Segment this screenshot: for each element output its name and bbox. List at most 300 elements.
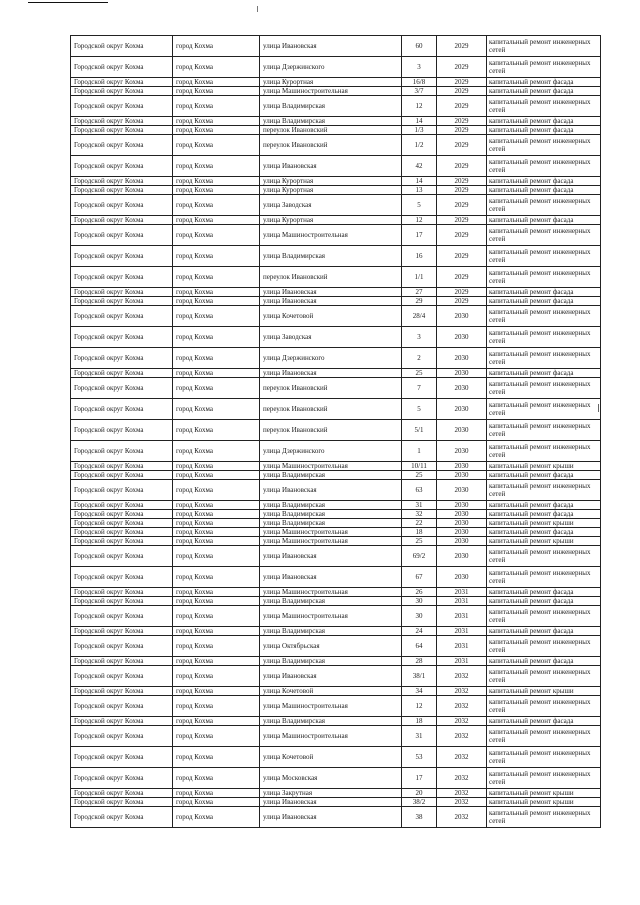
settlement-cell: город Кохма <box>173 78 260 87</box>
work-type-cell: капитальный ремонт инженерных сетей <box>487 768 601 789</box>
settlement-cell: город Кохма <box>173 480 260 501</box>
year-cell: 2029 <box>437 297 487 306</box>
municipality-cell: Городской округ Кохма <box>71 135 173 156</box>
street-cell: улица Владимирская <box>260 117 402 126</box>
settlement-cell: город Кохма <box>173 789 260 798</box>
work-type-cell: капитальный ремонт инженерных сетей <box>487 327 601 348</box>
year-cell: 2030 <box>437 567 487 588</box>
work-type-cell: капитальный ремонт инженерных сетей <box>487 807 601 828</box>
work-type-cell: капитальный ремонт фасада <box>487 588 601 597</box>
work-type-cell: капитальный ремонт инженерных сетей <box>487 441 601 462</box>
year-cell: 2029 <box>437 87 487 96</box>
year-cell: 2030 <box>437 399 487 420</box>
settlement-cell: город Кохма <box>173 306 260 327</box>
street-cell: улица Машиностроительная <box>260 726 402 747</box>
settlement-cell: город Кохма <box>173 36 260 57</box>
year-cell: 2032 <box>437 666 487 687</box>
street-cell: улица Ивановская <box>260 807 402 828</box>
street-cell: улица Кочетовой <box>260 306 402 327</box>
house-number-cell: 3 <box>402 57 437 78</box>
year-cell: 2031 <box>437 588 487 597</box>
register-table-body <box>71 36 601 828</box>
settlement-cell: город Кохма <box>173 57 260 78</box>
work-type-cell: капитальный ремонт фасада <box>487 369 601 378</box>
work-type-cell: капитальный ремонт инженерных сетей <box>487 57 601 78</box>
municipality-cell: Городской округ Кохма <box>71 96 173 117</box>
municipality-cell: Городской округ Кохма <box>71 306 173 327</box>
house-number-cell: 69/2 <box>402 546 437 567</box>
year-cell: 2030 <box>437 528 487 537</box>
work-type-cell: капитальный ремонт крыши <box>487 789 601 798</box>
table-row <box>71 306 601 327</box>
year-cell: 2030 <box>437 510 487 519</box>
work-type-cell: капитальный ремонт фасада <box>487 510 601 519</box>
table-row <box>71 96 601 117</box>
house-number-cell: 5 <box>402 399 437 420</box>
municipality-cell: Городской округ Кохма <box>71 807 173 828</box>
house-number-cell: 27 <box>402 288 437 297</box>
house-number-cell: 13 <box>402 186 437 195</box>
table-row <box>71 627 601 636</box>
house-number-cell: 10/11 <box>402 462 437 471</box>
street-cell: улица Машиностроительная <box>260 696 402 717</box>
street-cell: улица Курортная <box>260 177 402 186</box>
street-cell: улица Курортная <box>260 216 402 225</box>
year-cell: 2030 <box>437 441 487 462</box>
house-number-cell: 31 <box>402 726 437 747</box>
table-row <box>71 789 601 798</box>
settlement-cell: город Кохма <box>173 369 260 378</box>
street-cell: улица Курортная <box>260 186 402 195</box>
house-number-cell: 17 <box>402 225 437 246</box>
settlement-cell: город Кохма <box>173 606 260 627</box>
settlement-cell: город Кохма <box>173 267 260 288</box>
year-cell: 2031 <box>437 606 487 627</box>
year-cell: 2029 <box>437 225 487 246</box>
year-cell: 2032 <box>437 717 487 726</box>
street-cell: улица Владимирская <box>260 246 402 267</box>
house-number-cell: 34 <box>402 687 437 696</box>
municipality-cell: Городской округ Кохма <box>71 378 173 399</box>
street-cell: улица Ивановская <box>260 567 402 588</box>
municipality-cell: Городской округ Кохма <box>71 186 173 195</box>
street-cell: улица Ивановская <box>260 798 402 807</box>
settlement-cell: город Кохма <box>173 96 260 117</box>
capital-repair-register-table <box>70 35 601 828</box>
settlement-cell: город Кохма <box>173 441 260 462</box>
work-type-cell: капитальный ремонт фасада <box>487 627 601 636</box>
table-row <box>71 177 601 186</box>
settlement-cell: город Кохма <box>173 567 260 588</box>
street-cell: переулок Ивановский <box>260 267 402 288</box>
year-cell: 2029 <box>437 78 487 87</box>
work-type-cell: капитальный ремонт инженерных сетей <box>487 480 601 501</box>
table-row <box>71 471 601 480</box>
year-cell: 2029 <box>437 177 487 186</box>
street-cell: улица Ивановская <box>260 297 402 306</box>
table-row <box>71 117 601 126</box>
street-cell: улица Машиностроительная <box>260 462 402 471</box>
settlement-cell: город Кохма <box>173 177 260 186</box>
year-cell: 2029 <box>437 288 487 297</box>
municipality-cell: Городской округ Кохма <box>71 87 173 96</box>
year-cell: 2031 <box>437 627 487 636</box>
street-cell: улица Владимирская <box>260 501 402 510</box>
municipality-cell: Городской округ Кохма <box>71 399 173 420</box>
street-cell: улица Владимирская <box>260 657 402 666</box>
house-number-cell: 12 <box>402 96 437 117</box>
settlement-cell: город Кохма <box>173 399 260 420</box>
settlement-cell: город Кохма <box>173 627 260 636</box>
street-cell: улица Заводская <box>260 327 402 348</box>
settlement-cell: город Кохма <box>173 687 260 696</box>
table-row <box>71 246 601 267</box>
work-type-cell: капитальный ремонт инженерных сетей <box>487 246 601 267</box>
settlement-cell: город Кохма <box>173 225 260 246</box>
street-cell: улица Закрутная <box>260 789 402 798</box>
street-cell: улица Владимирская <box>260 510 402 519</box>
house-number-cell: 25 <box>402 471 437 480</box>
work-type-cell: капитальный ремонт инженерных сетей <box>487 546 601 567</box>
street-cell: улица Владимирская <box>260 627 402 636</box>
settlement-cell: город Кохма <box>173 717 260 726</box>
table-row <box>71 519 601 528</box>
work-type-cell: капитальный ремонт инженерных сетей <box>487 195 601 216</box>
work-type-cell: капитальный ремонт инженерных сетей <box>487 135 601 156</box>
settlement-cell: город Кохма <box>173 135 260 156</box>
work-type-cell: капитальный ремонт инженерных сетей <box>487 726 601 747</box>
work-type-cell: капитальный ремонт фасада <box>487 177 601 186</box>
work-type-cell: капитальный ремонт инженерных сетей <box>487 606 601 627</box>
table-row <box>71 399 601 420</box>
settlement-cell: город Кохма <box>173 156 260 177</box>
table-row <box>71 588 601 597</box>
settlement-cell: город Кохма <box>173 807 260 828</box>
work-type-cell: капитальный ремонт инженерных сетей <box>487 306 601 327</box>
settlement-cell: город Кохма <box>173 726 260 747</box>
table-row <box>71 768 601 789</box>
table-row <box>71 798 601 807</box>
street-cell: улица Ивановская <box>260 666 402 687</box>
street-cell: улица Машиностроительная <box>260 537 402 546</box>
municipality-cell: Городской округ Кохма <box>71 369 173 378</box>
year-cell: 2030 <box>437 480 487 501</box>
work-type-cell: капитальный ремонт фасада <box>487 597 601 606</box>
street-cell: улица Дзержинского <box>260 348 402 369</box>
municipality-cell: Городской округ Кохма <box>71 225 173 246</box>
table-row <box>71 726 601 747</box>
settlement-cell: город Кохма <box>173 519 260 528</box>
municipality-cell: Городской округ Кохма <box>71 297 173 306</box>
street-cell: улица Ивановская <box>260 369 402 378</box>
house-number-cell: 26 <box>402 588 437 597</box>
year-cell: 2029 <box>437 135 487 156</box>
house-number-cell: 5 <box>402 195 437 216</box>
table-row <box>71 528 601 537</box>
municipality-cell: Городской округ Кохма <box>71 246 173 267</box>
table-row <box>71 567 601 588</box>
settlement-cell: город Кохма <box>173 288 260 297</box>
settlement-cell: город Кохма <box>173 297 260 306</box>
table-row <box>71 606 601 627</box>
settlement-cell: город Кохма <box>173 186 260 195</box>
municipality-cell: Городской округ Кохма <box>71 78 173 87</box>
work-type-cell: капитальный ремонт фасада <box>487 78 601 87</box>
settlement-cell: город Кохма <box>173 87 260 96</box>
settlement-cell: город Кохма <box>173 546 260 567</box>
house-number-cell: 16 <box>402 246 437 267</box>
municipality-cell: Городской округ Кохма <box>71 717 173 726</box>
street-cell: улица Ивановская <box>260 546 402 567</box>
year-cell: 2029 <box>437 156 487 177</box>
settlement-cell: город Кохма <box>173 246 260 267</box>
year-cell: 2029 <box>437 246 487 267</box>
year-cell: 2029 <box>437 57 487 78</box>
table-row <box>71 807 601 828</box>
year-cell: 2029 <box>437 126 487 135</box>
street-cell: улица Октябрьская <box>260 636 402 657</box>
house-number-cell: 24 <box>402 627 437 636</box>
street-cell: улица Владимирская <box>260 96 402 117</box>
street-cell: улица Машиностроительная <box>260 588 402 597</box>
municipality-cell: Городской округ Кохма <box>71 798 173 807</box>
house-number-cell: 38/1 <box>402 666 437 687</box>
work-type-cell: капитальный ремонт инженерных сетей <box>487 96 601 117</box>
street-cell: переулок Ивановский <box>260 135 402 156</box>
year-cell: 2030 <box>437 306 487 327</box>
year-cell: 2032 <box>437 768 487 789</box>
table-row <box>71 501 601 510</box>
work-type-cell: капитальный ремонт фасада <box>487 717 601 726</box>
table-row <box>71 225 601 246</box>
table-row <box>71 462 601 471</box>
year-cell: 2029 <box>437 117 487 126</box>
municipality-cell: Городской округ Кохма <box>71 441 173 462</box>
year-cell: 2029 <box>437 96 487 117</box>
work-type-cell: капитальный ремонт инженерных сетей <box>487 420 601 441</box>
municipality-cell: Городской округ Кохма <box>71 156 173 177</box>
municipality-cell: Городской округ Кохма <box>71 216 173 225</box>
table-row <box>71 36 601 57</box>
year-cell: 2029 <box>437 195 487 216</box>
table-row <box>71 135 601 156</box>
table-row <box>71 348 601 369</box>
year-cell: 2032 <box>437 687 487 696</box>
settlement-cell: город Кохма <box>173 462 260 471</box>
settlement-cell: город Кохма <box>173 657 260 666</box>
table-row <box>71 636 601 657</box>
street-cell: улица Кочетовой <box>260 687 402 696</box>
table-row <box>71 186 601 195</box>
house-number-cell: 31 <box>402 501 437 510</box>
municipality-cell: Городской округ Кохма <box>71 627 173 636</box>
table-row <box>71 87 601 96</box>
street-cell: улица Ивановская <box>260 156 402 177</box>
house-number-cell: 53 <box>402 747 437 768</box>
year-cell: 2030 <box>437 537 487 546</box>
municipality-cell: Городской округ Кохма <box>71 510 173 519</box>
street-cell: улица Владимирская <box>260 519 402 528</box>
street-cell: улица Кочетовой <box>260 747 402 768</box>
work-type-cell: капитальный ремонт инженерных сетей <box>487 399 601 420</box>
table-row <box>71 747 601 768</box>
year-cell: 2032 <box>437 696 487 717</box>
house-number-cell: 1/2 <box>402 135 437 156</box>
settlement-cell: город Кохма <box>173 126 260 135</box>
work-type-cell: капитальный ремонт фасада <box>487 186 601 195</box>
work-type-cell: капитальный ремонт крыши <box>487 537 601 546</box>
municipality-cell: Городской округ Кохма <box>71 789 173 798</box>
settlement-cell: город Кохма <box>173 117 260 126</box>
street-cell: улица Машиностроительная <box>260 225 402 246</box>
house-number-cell: 18 <box>402 528 437 537</box>
house-number-cell: 28/4 <box>402 306 437 327</box>
year-cell: 2030 <box>437 546 487 567</box>
municipality-cell: Городской округ Кохма <box>71 348 173 369</box>
year-cell: 2029 <box>437 216 487 225</box>
municipality-cell: Городской округ Кохма <box>71 288 173 297</box>
work-type-cell: капитальный ремонт инженерных сетей <box>487 666 601 687</box>
work-type-cell: капитальный ремонт инженерных сетей <box>487 267 601 288</box>
municipality-cell: Городской округ Кохма <box>71 327 173 348</box>
municipality-cell: Городской округ Кохма <box>71 726 173 747</box>
settlement-cell: город Кохма <box>173 510 260 519</box>
municipality-cell: Городской округ Кохма <box>71 696 173 717</box>
table-row <box>71 597 601 606</box>
work-type-cell: капитальный ремонт инженерных сетей <box>487 636 601 657</box>
year-cell: 2030 <box>437 501 487 510</box>
municipality-cell: Городской округ Кохма <box>71 480 173 501</box>
year-cell: 2031 <box>437 636 487 657</box>
settlement-cell: город Кохма <box>173 420 260 441</box>
house-number-cell: 25 <box>402 369 437 378</box>
house-number-cell: 2 <box>402 348 437 369</box>
house-number-cell: 18 <box>402 717 437 726</box>
municipality-cell: Городской округ Кохма <box>71 57 173 78</box>
settlement-cell: город Кохма <box>173 588 260 597</box>
page-tick-mark <box>257 6 258 12</box>
street-cell: переулок Ивановский <box>260 126 402 135</box>
house-number-cell: 28 <box>402 657 437 666</box>
municipality-cell: Городской округ Кохма <box>71 537 173 546</box>
table-row <box>71 546 601 567</box>
municipality-cell: Городской округ Кохма <box>71 588 173 597</box>
settlement-cell: город Кохма <box>173 327 260 348</box>
table-row <box>71 156 601 177</box>
settlement-cell: город Кохма <box>173 768 260 789</box>
municipality-cell: Городской округ Кохма <box>71 117 173 126</box>
house-number-cell: 5/1 <box>402 420 437 441</box>
work-type-cell: капитальный ремонт крыши <box>487 519 601 528</box>
street-cell: улица Ивановская <box>260 288 402 297</box>
year-cell: 2030 <box>437 519 487 528</box>
work-type-cell: капитальный ремонт инженерных сетей <box>487 36 601 57</box>
table-row <box>71 717 601 726</box>
municipality-cell: Городской округ Кохма <box>71 267 173 288</box>
settlement-cell: город Кохма <box>173 636 260 657</box>
house-number-cell: 25 <box>402 537 437 546</box>
table-row <box>71 537 601 546</box>
work-type-cell: капитальный ремонт фасада <box>487 657 601 666</box>
work-type-cell: капитальный ремонт крыши <box>487 798 601 807</box>
municipality-cell: Городской округ Кохма <box>71 36 173 57</box>
work-type-cell: капитальный ремонт фасада <box>487 216 601 225</box>
work-type-cell: капитальный ремонт инженерных сетей <box>487 156 601 177</box>
municipality-cell: Городской округ Кохма <box>71 462 173 471</box>
street-cell: улица Ивановская <box>260 36 402 57</box>
municipality-cell: Городской округ Кохма <box>71 666 173 687</box>
work-type-cell: капитальный ремонт фасада <box>487 126 601 135</box>
settlement-cell: город Кохма <box>173 597 260 606</box>
municipality-cell: Городской округ Кохма <box>71 528 173 537</box>
year-cell: 2031 <box>437 597 487 606</box>
house-number-cell: 7 <box>402 378 437 399</box>
settlement-cell: город Кохма <box>173 471 260 480</box>
table-row <box>71 666 601 687</box>
municipality-cell: Городской округ Кохма <box>71 747 173 768</box>
house-number-cell: 1 <box>402 441 437 462</box>
house-number-cell: 32 <box>402 510 437 519</box>
house-number-cell: 22 <box>402 519 437 528</box>
municipality-cell: Городской округ Кохма <box>71 420 173 441</box>
house-number-cell: 1/1 <box>402 267 437 288</box>
house-number-cell: 3 <box>402 327 437 348</box>
municipality-cell: Городской округ Кохма <box>71 195 173 216</box>
year-cell: 2029 <box>437 36 487 57</box>
year-cell: 2031 <box>437 657 487 666</box>
street-cell: улица Владимирская <box>260 717 402 726</box>
municipality-cell: Городской округ Кохма <box>71 519 173 528</box>
street-cell: улица Машиностроительная <box>260 528 402 537</box>
house-number-cell: 63 <box>402 480 437 501</box>
year-cell: 2032 <box>437 726 487 747</box>
settlement-cell: город Кохма <box>173 195 260 216</box>
table-row <box>71 441 601 462</box>
house-number-cell: 1/3 <box>402 126 437 135</box>
municipality-cell: Городской округ Кохма <box>71 126 173 135</box>
municipality-cell: Городской округ Кохма <box>71 606 173 627</box>
house-number-cell: 38/2 <box>402 798 437 807</box>
municipality-cell: Городской округ Кохма <box>71 501 173 510</box>
municipality-cell: Городской округ Кохма <box>71 546 173 567</box>
house-number-cell: 16/8 <box>402 78 437 87</box>
house-number-cell: 42 <box>402 156 437 177</box>
work-type-cell: капитальный ремонт инженерных сетей <box>487 696 601 717</box>
house-number-cell: 12 <box>402 216 437 225</box>
settlement-cell: город Кохма <box>173 378 260 399</box>
settlement-cell: город Кохма <box>173 501 260 510</box>
house-number-cell: 20 <box>402 789 437 798</box>
year-cell: 2030 <box>437 471 487 480</box>
work-type-cell: капитальный ремонт фасада <box>487 87 601 96</box>
street-cell: улица Владимирская <box>260 597 402 606</box>
street-cell: улица Машиностроительная <box>260 87 402 96</box>
street-cell: улица Владимирская <box>260 471 402 480</box>
work-type-cell: капитальный ремонт фасада <box>487 471 601 480</box>
year-cell: 2032 <box>437 789 487 798</box>
year-cell: 2030 <box>437 378 487 399</box>
table-row <box>71 57 601 78</box>
table-row <box>71 420 601 441</box>
table-row <box>71 696 601 717</box>
work-type-cell: капитальный ремонт фасада <box>487 501 601 510</box>
municipality-cell: Городской округ Кохма <box>71 636 173 657</box>
house-number-cell: 14 <box>402 117 437 126</box>
house-number-cell: 3/7 <box>402 87 437 96</box>
work-type-cell: капитальный ремонт фасада <box>487 297 601 306</box>
house-number-cell: 38 <box>402 807 437 828</box>
table-row <box>71 288 601 297</box>
